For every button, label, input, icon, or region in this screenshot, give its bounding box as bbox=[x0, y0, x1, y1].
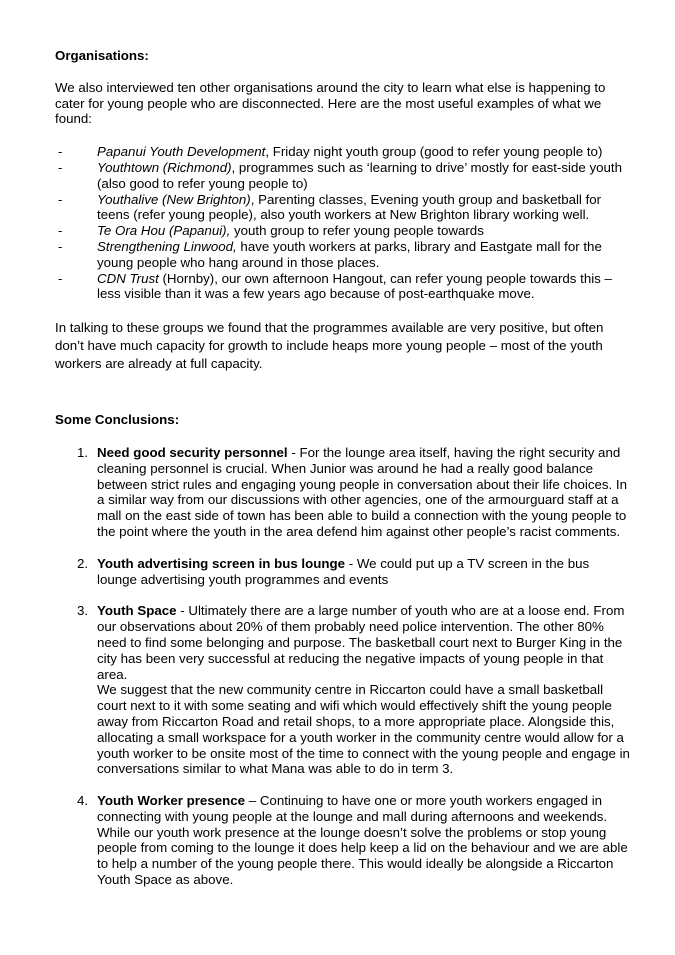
conclusion-item-youth-space bbox=[55, 603, 630, 777]
item-number: 3. bbox=[77, 603, 89, 619]
bullet-dash: - bbox=[58, 191, 63, 207]
list-item: - Youthalive (New Brighton), Parenting classes, Evening youth group and basketball for teens (refer young people), also youth workers at New Brighton library working well. bbox=[58, 191, 602, 223]
conclusions-heading: Some Conclusions: bbox=[55, 412, 180, 428]
list-item: - Strengthening Linwood, have youth workers at parks, library and Eastgate mall for the young people who hang around in those places. bbox=[58, 238, 602, 270]
conclusion-item-security bbox=[55, 445, 630, 540]
item-number: 1. bbox=[77, 444, 89, 460]
list-item: - Papanui Youth Development, Friday night youth group (good to refer young people to) bbox=[58, 144, 603, 160]
bullet-dash: - bbox=[58, 238, 63, 254]
item-title: Youth Space bbox=[97, 603, 177, 619]
bullet-dash: - bbox=[58, 270, 63, 286]
organisations-heading: Organisations: bbox=[55, 48, 149, 63]
bullet-dash: - bbox=[58, 159, 63, 175]
list-item: - Youthtown (Richmond), programmes such as ‘learning to drive’ mostly for east-side youth (also good to refer young people to) bbox=[58, 159, 622, 191]
item-title: Youth Worker presence bbox=[97, 793, 246, 809]
bullet-dash: - bbox=[58, 223, 63, 239]
conclusions-list bbox=[55, 445, 630, 888]
item-title: Need good security personnel bbox=[97, 444, 288, 460]
list-item: - Te Ora Hou (Papanui), youth group to refer young people towards bbox=[58, 223, 484, 239]
item-body: - We could put up a TV screen in the bus lounge advertising youth programmes and events bbox=[97, 555, 590, 587]
conclusion-item-youth-worker bbox=[55, 793, 630, 888]
organisations-summary: In talking to these groups we found that the programmes available are very positive, but often don’t have much capacity for growth to include heaps more young people – most of the youth workers are already at full capacity. bbox=[55, 320, 604, 372]
item-extra-paragraph: We suggest that the new community centre in Riccarton could have a small basketball court next to it with some seating and wifi which would effectively shift the young people away from Riccarton Road and retail shops, to a more appropriate place. Alongside this, allocating a small workspace for a youth worker in the community centre would allow for a youth worker to be onsite most of the time to connect with the young people and engage in conversations similar to what Mana was able to do in term 3. bbox=[97, 682, 630, 777]
item-body: - Ultimately there are a large number of youth who are at a loose end. From our observations about 20% of them probably need police intervention. The other 80% need to find some belonging and purpose. The basketball court next to Burger King in the city has been very successful at reducing the negative impacts of young people in that area. bbox=[97, 603, 625, 682]
list-item: - CDN Trust (Hornby), our own afternoon Hangout, can refer young people towards this – less visible than it was a few years ago because of post-earthquake move. bbox=[58, 270, 612, 302]
conclusion-item-advertising bbox=[55, 556, 630, 588]
document-page bbox=[55, 48, 630, 904]
organisations-intro: We also interviewed ten other organisations around the city to learn what else is happening to cater for young people who are disconnected. Here are the most useful examples of what we found: bbox=[55, 79, 606, 127]
item-number: 2. bbox=[77, 555, 89, 571]
bullet-dash: - bbox=[58, 144, 63, 160]
item-body: – Continuing to have one or more youth workers engaged in connecting with young people at the lounge and mall during afternoons and weekends. While our youth work presence at the lounge doesn’t solve the problems or stop young people from coming to the lounge it does help keep a lid on the behaviour and we are able to help a number of the young people there. This would ideally be alongside a Riccarton Youth Space as above. bbox=[97, 793, 628, 888]
item-number: 4. bbox=[77, 793, 89, 809]
item-title: Youth advertising screen in bus lounge bbox=[97, 555, 345, 571]
organisations-list bbox=[55, 144, 630, 302]
item-body: - For the lounge area itself, having the right security and cleaning personnel is crucial. When Junior was around he had a really good balance between strict rules and engaging young people in conversation about their life choices. In a similar way from our discussions with other agencies, one of the armourguard staff at a mall on the east side of town has been able to build a connection with the young people to the point where the youth in the area defend him against other people’s racist comments. bbox=[97, 444, 627, 539]
